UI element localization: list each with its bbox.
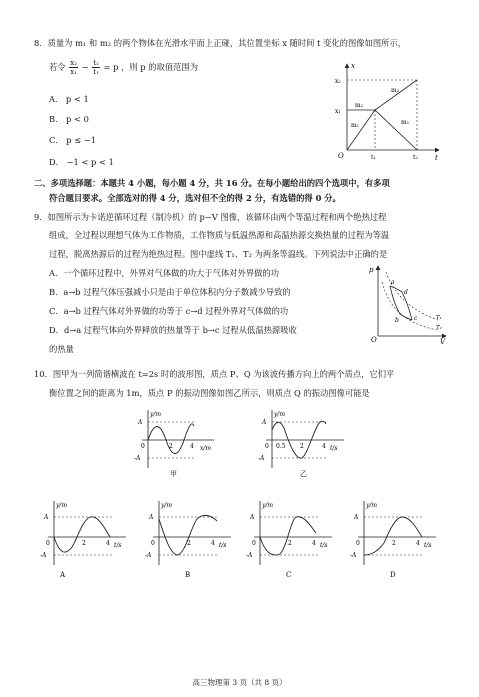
yi-label-a: A bbox=[262, 419, 267, 426]
choice-c-curve bbox=[260, 517, 316, 555]
q8-stem-line2 bbox=[49, 57, 198, 77]
yi-tick-2: 2 bbox=[300, 443, 304, 450]
choice-c-tick-2: 2 bbox=[288, 540, 292, 547]
jia-tick-4: 4 bbox=[190, 443, 194, 450]
q8-stem-line1: 8．质量为 m₁ 和 m₂ 的两个物体在光滑水平面上正碰，其位置坐标 x 随时间 t 变化的图像如图所示， bbox=[34, 38, 407, 48]
jia-caption: 甲 bbox=[170, 470, 177, 478]
q9-option-d-cont: 的热量 bbox=[49, 344, 74, 354]
choice-a-y-label: y/m bbox=[56, 502, 68, 509]
q9-point-a: a bbox=[391, 279, 395, 286]
choice-c-origin: 0 bbox=[252, 540, 256, 547]
q8-frac-t-num: t₂ bbox=[93, 59, 99, 67]
q9-point-b: b bbox=[395, 317, 399, 324]
q8-line2-post: = p ，则 p 的取值范围为 bbox=[100, 62, 199, 72]
q8-option-b: B． p < 0 bbox=[49, 114, 89, 124]
q10-choice-a-graph bbox=[40, 497, 130, 582]
q9-origin: O bbox=[371, 336, 377, 344]
choice-b-label-a: A bbox=[149, 514, 154, 521]
q8-frac-x-num: x₂ bbox=[70, 59, 78, 67]
q10-choice-d-graph bbox=[350, 497, 440, 582]
q8-label-m1-b: m₁ bbox=[401, 119, 410, 126]
q8-option-d: D． −1 < p < 1 bbox=[49, 157, 114, 167]
q10-choice-b-graph bbox=[145, 497, 235, 582]
choice-b-x-label: t/s bbox=[219, 542, 227, 549]
q9-option-a: A．一个循环过程中，外界对气体做的功大于气体对外界做的功 bbox=[49, 268, 280, 278]
choice-b-tick-2: 2 bbox=[187, 540, 191, 547]
q8-x-t-graph bbox=[325, 58, 445, 168]
q9-point-d: d bbox=[404, 289, 408, 296]
q9-option-d: D．d→a 过程气体向外界释放的热量等于 b→c 过程从低温热源吸收 bbox=[49, 325, 297, 335]
q8-m1-before bbox=[347, 110, 375, 150]
yi-caption: 乙 bbox=[300, 470, 307, 478]
yi-tick-0-5: 0.5 bbox=[276, 443, 286, 450]
choice-d-origin: 0 bbox=[356, 540, 360, 547]
q8-tick-x1: x₁ bbox=[335, 108, 341, 115]
q9-stem-line1: 9．如图所示为卡诺逆循环过程（制冷机）的 p−V 图像，该循环由两个等温过程和两个绝热过程 bbox=[34, 212, 387, 222]
choice-c-x-label: t/s bbox=[320, 542, 328, 549]
q10-stem-line2: 衡位置之间的距离为 1m，质点 P 的振动图像如图乙所示，则质点 Q 的振动图像可能是 bbox=[49, 388, 370, 398]
yi-tick-4: 4 bbox=[322, 443, 326, 450]
q8-m1-after bbox=[375, 110, 417, 150]
jia-origin: 0 bbox=[141, 443, 145, 450]
q10-vibration-graph-yi bbox=[258, 408, 346, 478]
q8-tick-t1: t₁ bbox=[371, 154, 376, 161]
choice-d-caption: D bbox=[390, 571, 396, 579]
q9-point-c: c bbox=[414, 315, 418, 322]
choice-a-label-neg-a: -A bbox=[40, 552, 47, 559]
choice-c-y-label: y/m bbox=[262, 502, 274, 509]
q9-p-label: p bbox=[369, 266, 374, 274]
choice-d-label-a: A bbox=[354, 514, 359, 521]
choice-c-label-neg-a: -A bbox=[246, 552, 253, 559]
q9-curve-bc bbox=[400, 314, 412, 320]
choice-a-tick-2: 2 bbox=[82, 540, 86, 547]
q9-stem-line3: 过程，脱离热源后的过程为绝热过程。图中虚线 T₁、T₂ 为两条等温线。下列说法中正确的是 bbox=[49, 249, 388, 259]
q8-option-a: A． p < 1 bbox=[49, 94, 89, 104]
choice-d-label-neg-a: -A bbox=[350, 552, 357, 559]
jia-y-label: y/m bbox=[150, 411, 162, 418]
jia-label-a: A bbox=[138, 419, 143, 426]
choice-b-origin: 0 bbox=[151, 540, 155, 547]
q10-stem-line1: 10．图甲为一列简谐横波在 t=2s 时的波形图，质点 P、Q 为该波传播方向上的两个质点，它们平 bbox=[34, 369, 395, 379]
choice-b-curve bbox=[159, 515, 217, 555]
q8-label-m2-a: m₂ bbox=[355, 102, 364, 109]
q8-y-axis-label: x bbox=[351, 62, 355, 70]
q9-v-label: V bbox=[440, 338, 446, 344]
choice-d-y-label: y/m bbox=[366, 502, 378, 509]
choice-c-label-a: A bbox=[250, 514, 255, 521]
choice-d-tick-2: 2 bbox=[392, 540, 396, 547]
choice-c-tick-4: 4 bbox=[312, 540, 316, 547]
yi-x-label: t/s bbox=[330, 445, 338, 452]
yi-label-neg-a: -A bbox=[258, 455, 265, 462]
yi-y-label: y/m bbox=[274, 411, 286, 418]
q8-label-m1-a: m₁ bbox=[351, 122, 360, 129]
choice-d-x-label: t/s bbox=[424, 542, 432, 549]
jia-tick-2: 2 bbox=[169, 443, 173, 450]
q8-x-axis-label: t bbox=[435, 154, 438, 162]
q8-frac-t bbox=[92, 59, 100, 76]
choice-d-curve bbox=[364, 517, 422, 555]
yi-origin: 0 bbox=[265, 443, 269, 450]
q8-tick-t2: t₂ bbox=[413, 154, 418, 161]
choice-b-tick-4: 4 bbox=[211, 540, 215, 547]
q10-choice-c-graph bbox=[246, 497, 336, 582]
choice-b-label-neg-a: -A bbox=[145, 552, 152, 559]
q9-option-b: B．a→b 过程气体压强减小只是由于单位体积内分子数减少导致的 bbox=[49, 287, 291, 297]
q9-option-c: C．a→b 过程气体对外界做的功等于 c→d 过程外界对气体做的功 bbox=[49, 306, 289, 316]
choice-d-tick-4: 4 bbox=[416, 540, 420, 547]
section2-title-line1: 二、多项选择题：本题共 4 小题，每小题 4 分，共 16 分。在每小题给出的四个选项中，有多项 bbox=[34, 178, 390, 188]
q8-option-c: C． p ≤ −1 bbox=[49, 135, 97, 145]
jia-x-label: x/m bbox=[200, 445, 212, 452]
page-footer: 高三物理第 3 页（共 8 页） bbox=[192, 678, 287, 687]
q9-stem-line2: 组成，全过程以理想气体为工作物质，工作物质与低温热源和高温热源交换热量的过程为等温 bbox=[49, 230, 390, 240]
choice-a-origin: 0 bbox=[46, 540, 50, 547]
choice-a-tick-4: 4 bbox=[106, 540, 110, 547]
q8-m2-after bbox=[375, 80, 417, 110]
choice-a-caption: A bbox=[60, 571, 66, 579]
q8-minus: − bbox=[79, 62, 92, 72]
choice-b-caption: B bbox=[185, 571, 191, 579]
choice-a-x-label: t/s bbox=[114, 542, 122, 549]
jia-label-neg-a: -A bbox=[134, 455, 141, 462]
q8-frac-t-den: t₁ bbox=[93, 68, 99, 76]
q10-wave-graph-jia bbox=[134, 408, 216, 478]
q8-frac-x-den: x₁ bbox=[70, 68, 78, 76]
q9-label-t2: T₂ bbox=[436, 325, 442, 331]
q8-origin: O bbox=[338, 152, 344, 160]
q9-pv-graph bbox=[368, 264, 448, 344]
section2-title-line2: 符合题目要求。全部选对的得 4 分，选对但不全的得 2 分，有选错的得 0 分。 bbox=[49, 193, 341, 203]
q8-tick-x2: x₂ bbox=[335, 78, 341, 85]
q8-line2-pre: 若令 bbox=[49, 62, 66, 72]
q9-label-t1: T₁ bbox=[436, 315, 442, 321]
choice-b-y-label: y/m bbox=[161, 502, 173, 509]
q8-label-m2-b: m₂ bbox=[391, 87, 400, 94]
choice-c-caption: C bbox=[286, 571, 292, 579]
q8-frac-x bbox=[69, 59, 78, 76]
choice-a-label-a: A bbox=[44, 514, 49, 521]
